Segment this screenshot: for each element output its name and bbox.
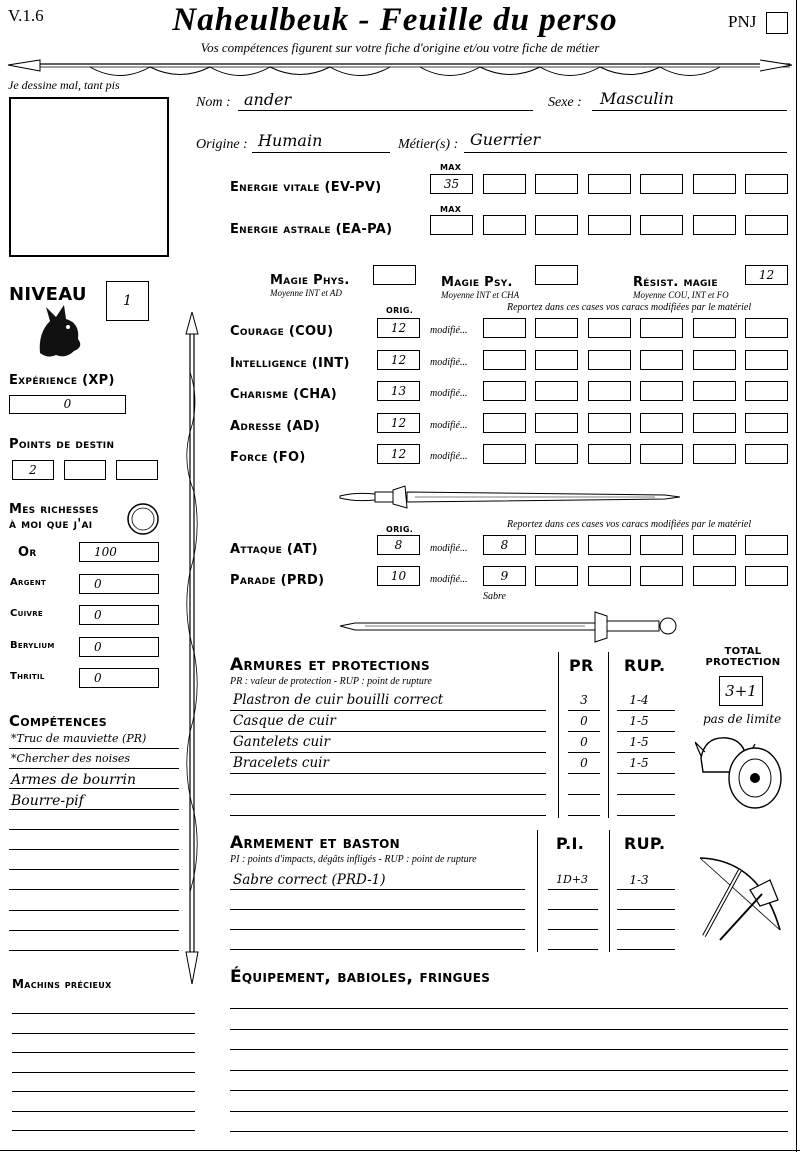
- competence-line: [9, 950, 179, 951]
- parade-orig-box[interactable]: 10: [377, 566, 420, 586]
- helmet-shield-icon: [695, 728, 785, 812]
- armor-title: Armures et protections: [230, 655, 430, 675]
- competence-line: [9, 768, 179, 769]
- ea-label: Energie astrale (EA-PA): [230, 222, 393, 237]
- weapon-line: [548, 949, 598, 950]
- stat-label: Charisme (CHA): [230, 387, 337, 402]
- stat-box[interactable]: [693, 444, 736, 464]
- ea-max-box[interactable]: [430, 215, 473, 235]
- origine-field[interactable]: Humain: [258, 131, 323, 150]
- parade-mod-box[interactable]: 9: [483, 566, 526, 586]
- weapon-line: [230, 889, 525, 890]
- armor-line: [568, 731, 600, 732]
- ev-box[interactable]: [535, 174, 578, 194]
- armor-line: [568, 773, 600, 774]
- competence-line: [9, 930, 179, 931]
- xp-box[interactable]: 0: [9, 395, 126, 414]
- destin-label: Points de destin: [9, 437, 115, 452]
- stat-box[interactable]: [535, 444, 578, 464]
- equipment-line[interactable]: [230, 1008, 788, 1009]
- weapon-name[interactable]: Sabre correct (PRD-1): [233, 872, 386, 888]
- stat-modifie: modifié...: [430, 419, 468, 431]
- stat-box[interactable]: [745, 350, 788, 370]
- origine-line: [252, 152, 390, 153]
- armor-line: [230, 794, 546, 795]
- pnj-label: PNJ: [728, 12, 757, 31]
- header-spear-ornament: [0, 52, 800, 86]
- niveau-label: NIVEAU: [9, 284, 87, 305]
- nom-label: Nom :: [196, 95, 231, 110]
- ev-box[interactable]: [588, 174, 631, 194]
- money-box[interactable]: 0: [79, 668, 159, 688]
- equipment-line[interactable]: [230, 1029, 788, 1030]
- stat-box[interactable]: [588, 413, 631, 433]
- armor-pr[interactable]: 0: [580, 756, 588, 770]
- ev-box[interactable]: [745, 174, 788, 194]
- money-label: Berylium: [10, 639, 55, 651]
- nom-line: [238, 110, 533, 111]
- parade-box[interactable]: [588, 566, 631, 586]
- weapon-line: [617, 949, 675, 950]
- weapon-line: [230, 909, 525, 910]
- armor-divider: [558, 652, 559, 818]
- stat-label: Force (FO): [230, 450, 306, 465]
- parade-modifie: modifié...: [430, 574, 468, 585]
- stat-modifie: modifié...: [430, 325, 468, 336]
- stat-box[interactable]: [693, 381, 736, 401]
- competence-item[interactable]: Bourre-pif: [11, 792, 84, 809]
- destin-box[interactable]: [116, 460, 158, 480]
- stat-box[interactable]: [640, 413, 683, 433]
- money-label: Argent: [10, 576, 47, 588]
- stat-modifie: modifié...: [430, 356, 468, 368]
- equipment-line[interactable]: [230, 1049, 788, 1050]
- armor-line: [230, 731, 546, 732]
- armor-line: [230, 752, 546, 753]
- equipment-line[interactable]: [230, 1111, 788, 1112]
- armor-line: [568, 794, 600, 795]
- weapon-pi[interactable]: 1D+3: [555, 873, 589, 886]
- stat-orig-box[interactable]: 12: [377, 318, 420, 338]
- nom-field[interactable]: ander: [244, 90, 292, 109]
- armor-name[interactable]: Casque de cuir: [233, 713, 336, 729]
- sheet-title: Naheulbeuk - Feuille du perso: [172, 2, 618, 38]
- weapon-line: [617, 929, 675, 930]
- stat-box[interactable]: [483, 413, 526, 433]
- total-label: PROTECTION: [705, 657, 781, 668]
- machins-line[interactable]: [12, 1091, 195, 1092]
- stat-orig-box[interactable]: 13: [377, 381, 420, 401]
- resist-box[interactable]: 12: [745, 265, 788, 285]
- competence-line: [9, 829, 179, 830]
- weapons-divider: [537, 830, 538, 952]
- attaque-box[interactable]: [693, 535, 736, 555]
- armor-pr-header: PR: [569, 656, 594, 675]
- weapon-line: [548, 889, 598, 890]
- stat-modifie: modifié...: [430, 451, 468, 462]
- stat-orig-box[interactable]: 12: [377, 350, 420, 370]
- armor-rup[interactable]: 1-5: [629, 756, 649, 770]
- machins-line[interactable]: [12, 1111, 195, 1112]
- portrait-box[interactable]: [9, 97, 169, 257]
- weapon-line: [617, 889, 675, 890]
- competence-line: [9, 809, 179, 810]
- competence-item[interactable]: Armes de bourrin: [11, 772, 136, 789]
- armor-divider: [608, 652, 609, 818]
- magie-phys-box[interactable]: [373, 265, 416, 285]
- weapons-rup-header: RUP.: [624, 834, 666, 853]
- ev-box[interactable]: [483, 174, 526, 194]
- stat-box[interactable]: [483, 381, 526, 401]
- armor-name[interactable]: Bracelets cuir: [233, 755, 329, 771]
- competence-line: [9, 869, 179, 870]
- machins-line[interactable]: [12, 1130, 195, 1131]
- stat-box[interactable]: [535, 350, 578, 370]
- ea-box[interactable]: [745, 215, 788, 235]
- sword-ornament: [335, 478, 685, 518]
- weapon-line: [230, 929, 525, 930]
- competence-line: [9, 788, 179, 789]
- stat-box[interactable]: [640, 381, 683, 401]
- machins-line[interactable]: [12, 1013, 195, 1014]
- ev-box[interactable]: [640, 174, 683, 194]
- equipment-line[interactable]: [230, 1131, 788, 1132]
- attaque-box[interactable]: [535, 535, 578, 555]
- weapons-divider: [609, 830, 610, 952]
- stat-box[interactable]: [588, 381, 631, 401]
- armor-pr[interactable]: 0: [580, 714, 588, 728]
- combat-orig-label: ORIG.: [386, 525, 414, 534]
- dragon-icon: [30, 303, 86, 361]
- resist-label: Résist. magie: [633, 275, 718, 290]
- machins-label: Machins précieux: [12, 977, 112, 991]
- armor-pr[interactable]: 0: [580, 735, 588, 749]
- magie-phys-sub: Moyenne INT et AD: [270, 288, 342, 298]
- weapons-pi-header: P.I.: [556, 834, 585, 853]
- armor-line: [617, 710, 675, 711]
- money-label: Cuivre: [10, 608, 44, 619]
- armor-rup[interactable]: 1-4: [629, 693, 649, 707]
- armor-line: [230, 773, 546, 774]
- money-label: Thritil: [10, 671, 45, 682]
- stat-box[interactable]: [640, 444, 683, 464]
- stat-box[interactable]: [535, 413, 578, 433]
- attaque-box[interactable]: [640, 535, 683, 555]
- competence-line: [9, 849, 179, 850]
- weapons-title: Armement et baston: [230, 833, 401, 853]
- stats-note: Reportez dans ces cases vos caracs modifiées par le matériel: [507, 302, 752, 313]
- coin-icon: [126, 502, 160, 536]
- stat-box[interactable]: [693, 350, 736, 370]
- armor-pr[interactable]: 3: [580, 693, 588, 707]
- parade-box[interactable]: [745, 566, 788, 586]
- armor-line: [617, 752, 675, 753]
- magie-psy-sub: Moyenne INT et CHA: [441, 290, 520, 300]
- weapon-line: [548, 929, 598, 930]
- magie-phys-label: Magie Phys.: [270, 273, 350, 288]
- ea-max-label: MAX: [440, 205, 462, 214]
- richesses-label: à moi que j'ai: [9, 517, 93, 532]
- parade-box[interactable]: [640, 566, 683, 586]
- armor-name[interactable]: Gantelets cuir: [233, 734, 330, 750]
- origine-label: Origine :: [196, 137, 248, 152]
- metier-field[interactable]: Guerrier: [470, 130, 541, 149]
- stat-box[interactable]: [693, 318, 736, 338]
- attaque-box[interactable]: [745, 535, 788, 555]
- machins-line[interactable]: [12, 1052, 195, 1053]
- ea-box[interactable]: [640, 215, 683, 235]
- armor-line: [230, 815, 546, 816]
- armor-line: [617, 794, 675, 795]
- armor-line: [230, 710, 546, 711]
- competence-line: [9, 910, 179, 911]
- stat-box[interactable]: [483, 318, 526, 338]
- machins-line[interactable]: [12, 1033, 195, 1034]
- xp-label: Expérience (XP): [9, 373, 115, 388]
- weapons-icon: [690, 850, 790, 946]
- version-label: V.1.6: [8, 6, 44, 25]
- attaque-modifie: modifié...: [430, 543, 468, 554]
- stat-box[interactable]: [640, 318, 683, 338]
- weapon-rup[interactable]: 1-3: [629, 873, 649, 887]
- stat-box[interactable]: [483, 350, 526, 370]
- ev-max-label: MAX: [440, 163, 462, 172]
- stat-label: Adresse (AD): [230, 418, 321, 434]
- equipment-line[interactable]: [230, 1070, 788, 1071]
- parade-label: Parade (PRD): [230, 573, 325, 588]
- stat-box[interactable]: [588, 318, 631, 338]
- armor-rup[interactable]: 1-5: [629, 735, 649, 749]
- armor-line: [568, 815, 600, 816]
- stat-modifie: modifié...: [430, 388, 468, 399]
- spear-ornament: [180, 312, 204, 984]
- sheet-subtitle: Vos compétences figurent sur votre fiche d'origine et/ou votre fiche de métier: [200, 40, 600, 55]
- niveau-box[interactable]: 1: [106, 281, 149, 321]
- combat-note: Reportez dans ces cases vos caracs modifiées par le matériel: [507, 519, 752, 530]
- armor-line: [617, 731, 675, 732]
- stats-orig-label: ORIG.: [386, 306, 414, 315]
- stat-box[interactable]: [640, 350, 683, 370]
- ev-label: Energie vitale (EV-PV): [230, 180, 382, 195]
- money-box[interactable]: 0: [79, 605, 159, 625]
- sexe-label: Sexe :: [548, 95, 582, 110]
- stat-box[interactable]: [535, 318, 578, 338]
- stat-box[interactable]: [745, 413, 788, 433]
- stat-box[interactable]: [745, 381, 788, 401]
- stat-label: Courage (COU): [230, 324, 334, 339]
- ev-box[interactable]: [693, 174, 736, 194]
- parade-box[interactable]: [535, 566, 578, 586]
- sword-ornament: [335, 606, 685, 646]
- total-note: pas de limite: [703, 712, 782, 726]
- richesses-label: Mes richesses: [9, 502, 99, 517]
- money-box[interactable]: 0: [79, 637, 159, 657]
- metier-line: [464, 152, 787, 153]
- page-border: [796, 0, 797, 1152]
- ea-box[interactable]: [535, 215, 578, 235]
- attaque-mod-box[interactable]: 8: [483, 535, 526, 555]
- armor-name[interactable]: Plastron de cuir bouilli correct: [233, 692, 444, 708]
- armor-line: [568, 710, 600, 711]
- competence-line: [9, 889, 179, 890]
- stat-box[interactable]: [745, 318, 788, 338]
- parade-note: Sabre: [483, 591, 506, 602]
- competence-item[interactable]: *Truc de mauviette (PR): [11, 732, 147, 745]
- portrait-caption: Je dessine mal, tant pis: [8, 78, 120, 92]
- pnj-checkbox[interactable]: [766, 12, 788, 34]
- armor-rup-header: RUP.: [624, 656, 666, 675]
- ea-box[interactable]: [693, 215, 736, 235]
- competence-line: [9, 748, 179, 749]
- attaque-label: Attaque (AT): [230, 542, 318, 557]
- sexe-field[interactable]: Masculin: [600, 89, 674, 108]
- weapon-line: [230, 949, 525, 950]
- stat-orig-box[interactable]: 12: [377, 444, 420, 464]
- armor-line: [568, 752, 600, 753]
- total-label: TOTAL: [724, 646, 762, 657]
- stat-box[interactable]: [535, 381, 578, 401]
- magie-psy-box[interactable]: [535, 265, 578, 285]
- armor-line: [617, 773, 675, 774]
- ea-box[interactable]: [588, 215, 631, 235]
- ea-box[interactable]: [483, 215, 526, 235]
- sexe-line: [592, 110, 787, 111]
- armor-line: [617, 815, 675, 816]
- money-box[interactable]: 100: [79, 542, 159, 562]
- stat-box[interactable]: [588, 444, 631, 464]
- machins-line[interactable]: [12, 1072, 195, 1073]
- metier-label: Métier(s) :: [398, 137, 459, 152]
- parade-box[interactable]: [693, 566, 736, 586]
- weapon-line: [548, 909, 598, 910]
- weapon-line: [617, 909, 675, 910]
- ev-max-box[interactable]: 35: [430, 174, 473, 194]
- destin-box[interactable]: 2: [12, 460, 54, 480]
- money-box[interactable]: 0: [79, 574, 159, 594]
- equipment-title: Équipement, babioles, fringues: [230, 967, 491, 987]
- stat-box[interactable]: [588, 350, 631, 370]
- attaque-orig-box[interactable]: 8: [377, 535, 420, 555]
- money-label: Or: [18, 545, 37, 560]
- competence-item[interactable]: *Chercher des noises: [11, 752, 130, 766]
- armor-sub: PR : valeur de protection - RUP : point de rupture: [230, 676, 432, 687]
- stat-orig-box[interactable]: 12: [377, 413, 420, 433]
- stat-box[interactable]: [483, 444, 526, 464]
- destin-box[interactable]: [64, 460, 106, 480]
- attaque-box[interactable]: [588, 535, 631, 555]
- stat-label: Intelligence (INT): [230, 355, 350, 371]
- machins-line[interactable]: [12, 1150, 195, 1151]
- total-protection-box[interactable]: 3+1: [719, 676, 763, 706]
- competences-label: Compétences: [9, 712, 107, 730]
- weapons-sub: PI : points d'impacts, dégâts infligés - RUP : point de rupture: [230, 854, 477, 865]
- equipment-line[interactable]: [230, 1090, 788, 1091]
- armor-rup[interactable]: 1-5: [629, 714, 649, 728]
- resist-sub: Moyenne COU, INT et FO: [633, 290, 729, 300]
- magie-psy-label: Magie Psy.: [441, 275, 513, 290]
- stat-box[interactable]: [745, 444, 788, 464]
- stat-box[interactable]: [693, 413, 736, 433]
